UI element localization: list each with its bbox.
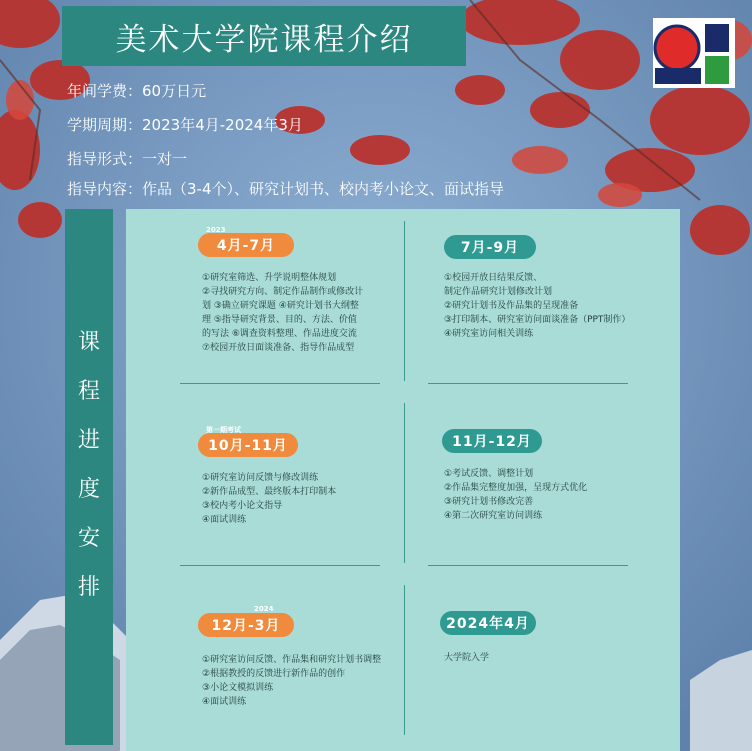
info-label: 年间学费： <box>67 82 143 100</box>
info-label: 指导内容： <box>67 180 143 198</box>
divider <box>404 403 405 563</box>
info-content <box>67 178 504 199</box>
period-badge <box>198 233 294 257</box>
info-value: 一对一 <box>142 150 188 168</box>
schedule-side-label <box>65 318 113 612</box>
divider <box>180 565 380 566</box>
period-label: 12月-3月 <box>211 618 281 634</box>
page-title: 美术大学院课程介绍 <box>62 6 466 66</box>
schedule-panel <box>126 209 680 751</box>
period-description: ①研究室访问反馈与修改训练 ②新作品成型、最终版本打印制本 ③校内考小论文指导 ④面试训练 <box>202 473 337 525</box>
period-badge <box>198 433 298 457</box>
school-logo <box>653 18 735 88</box>
period-description: ①考试反馈、调整计划 ②作品集完整度加强，呈现方式优化 ③研究计划书修改完善 ④第二次研究室访问训练 <box>444 469 588 521</box>
period-badge <box>440 611 536 635</box>
info-value: 2023年4月-2024年3月 <box>142 116 303 134</box>
divider <box>180 383 380 384</box>
info-value: 作品（3-4个）、研究计划书、校内考小论文、面试指导 <box>142 180 505 198</box>
year-tag: 2023 <box>206 226 226 234</box>
period-description: 大学院入学 <box>444 653 490 663</box>
period-badge <box>198 613 294 637</box>
year-tag: 2024 <box>254 605 274 613</box>
info-tuition <box>67 80 206 101</box>
period-description: ①研究室筛选、升学说明整体规划 ②寻找研究方向、制定作品制作或修改计划 ③确立研究课题 ④研究计划书大纲整理 ⑤指导研究背景、目的、方法、价值的写法 ⑥调查资料整理、作品进度交流 ⑦校园开放日面谈准备、指导作品成型 <box>202 273 364 353</box>
period-label: 10月-11月 <box>208 438 288 454</box>
side-char: 排 <box>77 575 100 600</box>
period-label: 11月-12月 <box>452 434 532 450</box>
period-description: ①校园开放日结果反馈、 制定作品研究计划修改计划 ②研究计划书及作品集的呈现准备 ③打印制本、研究室访问面谈准备（PPT制作） ④研究室访问相关训练 <box>444 273 631 339</box>
side-char: 程 <box>77 379 100 404</box>
side-char: 课 <box>77 330 100 355</box>
divider <box>404 585 405 735</box>
divider <box>404 221 405 381</box>
exam-tag: 第一期考试 <box>206 426 241 434</box>
side-char: 安 <box>77 526 100 551</box>
info-term <box>67 114 303 135</box>
period-badge <box>442 429 542 453</box>
info-label: 学期周期： <box>67 116 143 134</box>
period-label: 4月-7月 <box>216 238 276 254</box>
divider <box>428 383 628 384</box>
period-description: ①研究室访问反馈、作品集和研究计划书调整 ②根据教授的反馈进行新作品的创作 ③小论文模拟训练 ④面试训练 <box>202 655 382 707</box>
side-char: 进 <box>77 428 100 453</box>
divider <box>428 565 628 566</box>
period-badge <box>444 235 536 259</box>
info-format <box>67 148 187 169</box>
info-label: 指导形式： <box>67 150 143 168</box>
info-value: 60万日元 <box>142 82 207 100</box>
period-label: 2024年4月 <box>446 616 530 632</box>
period-label: 7月-9月 <box>460 240 520 256</box>
side-char: 度 <box>77 477 100 502</box>
